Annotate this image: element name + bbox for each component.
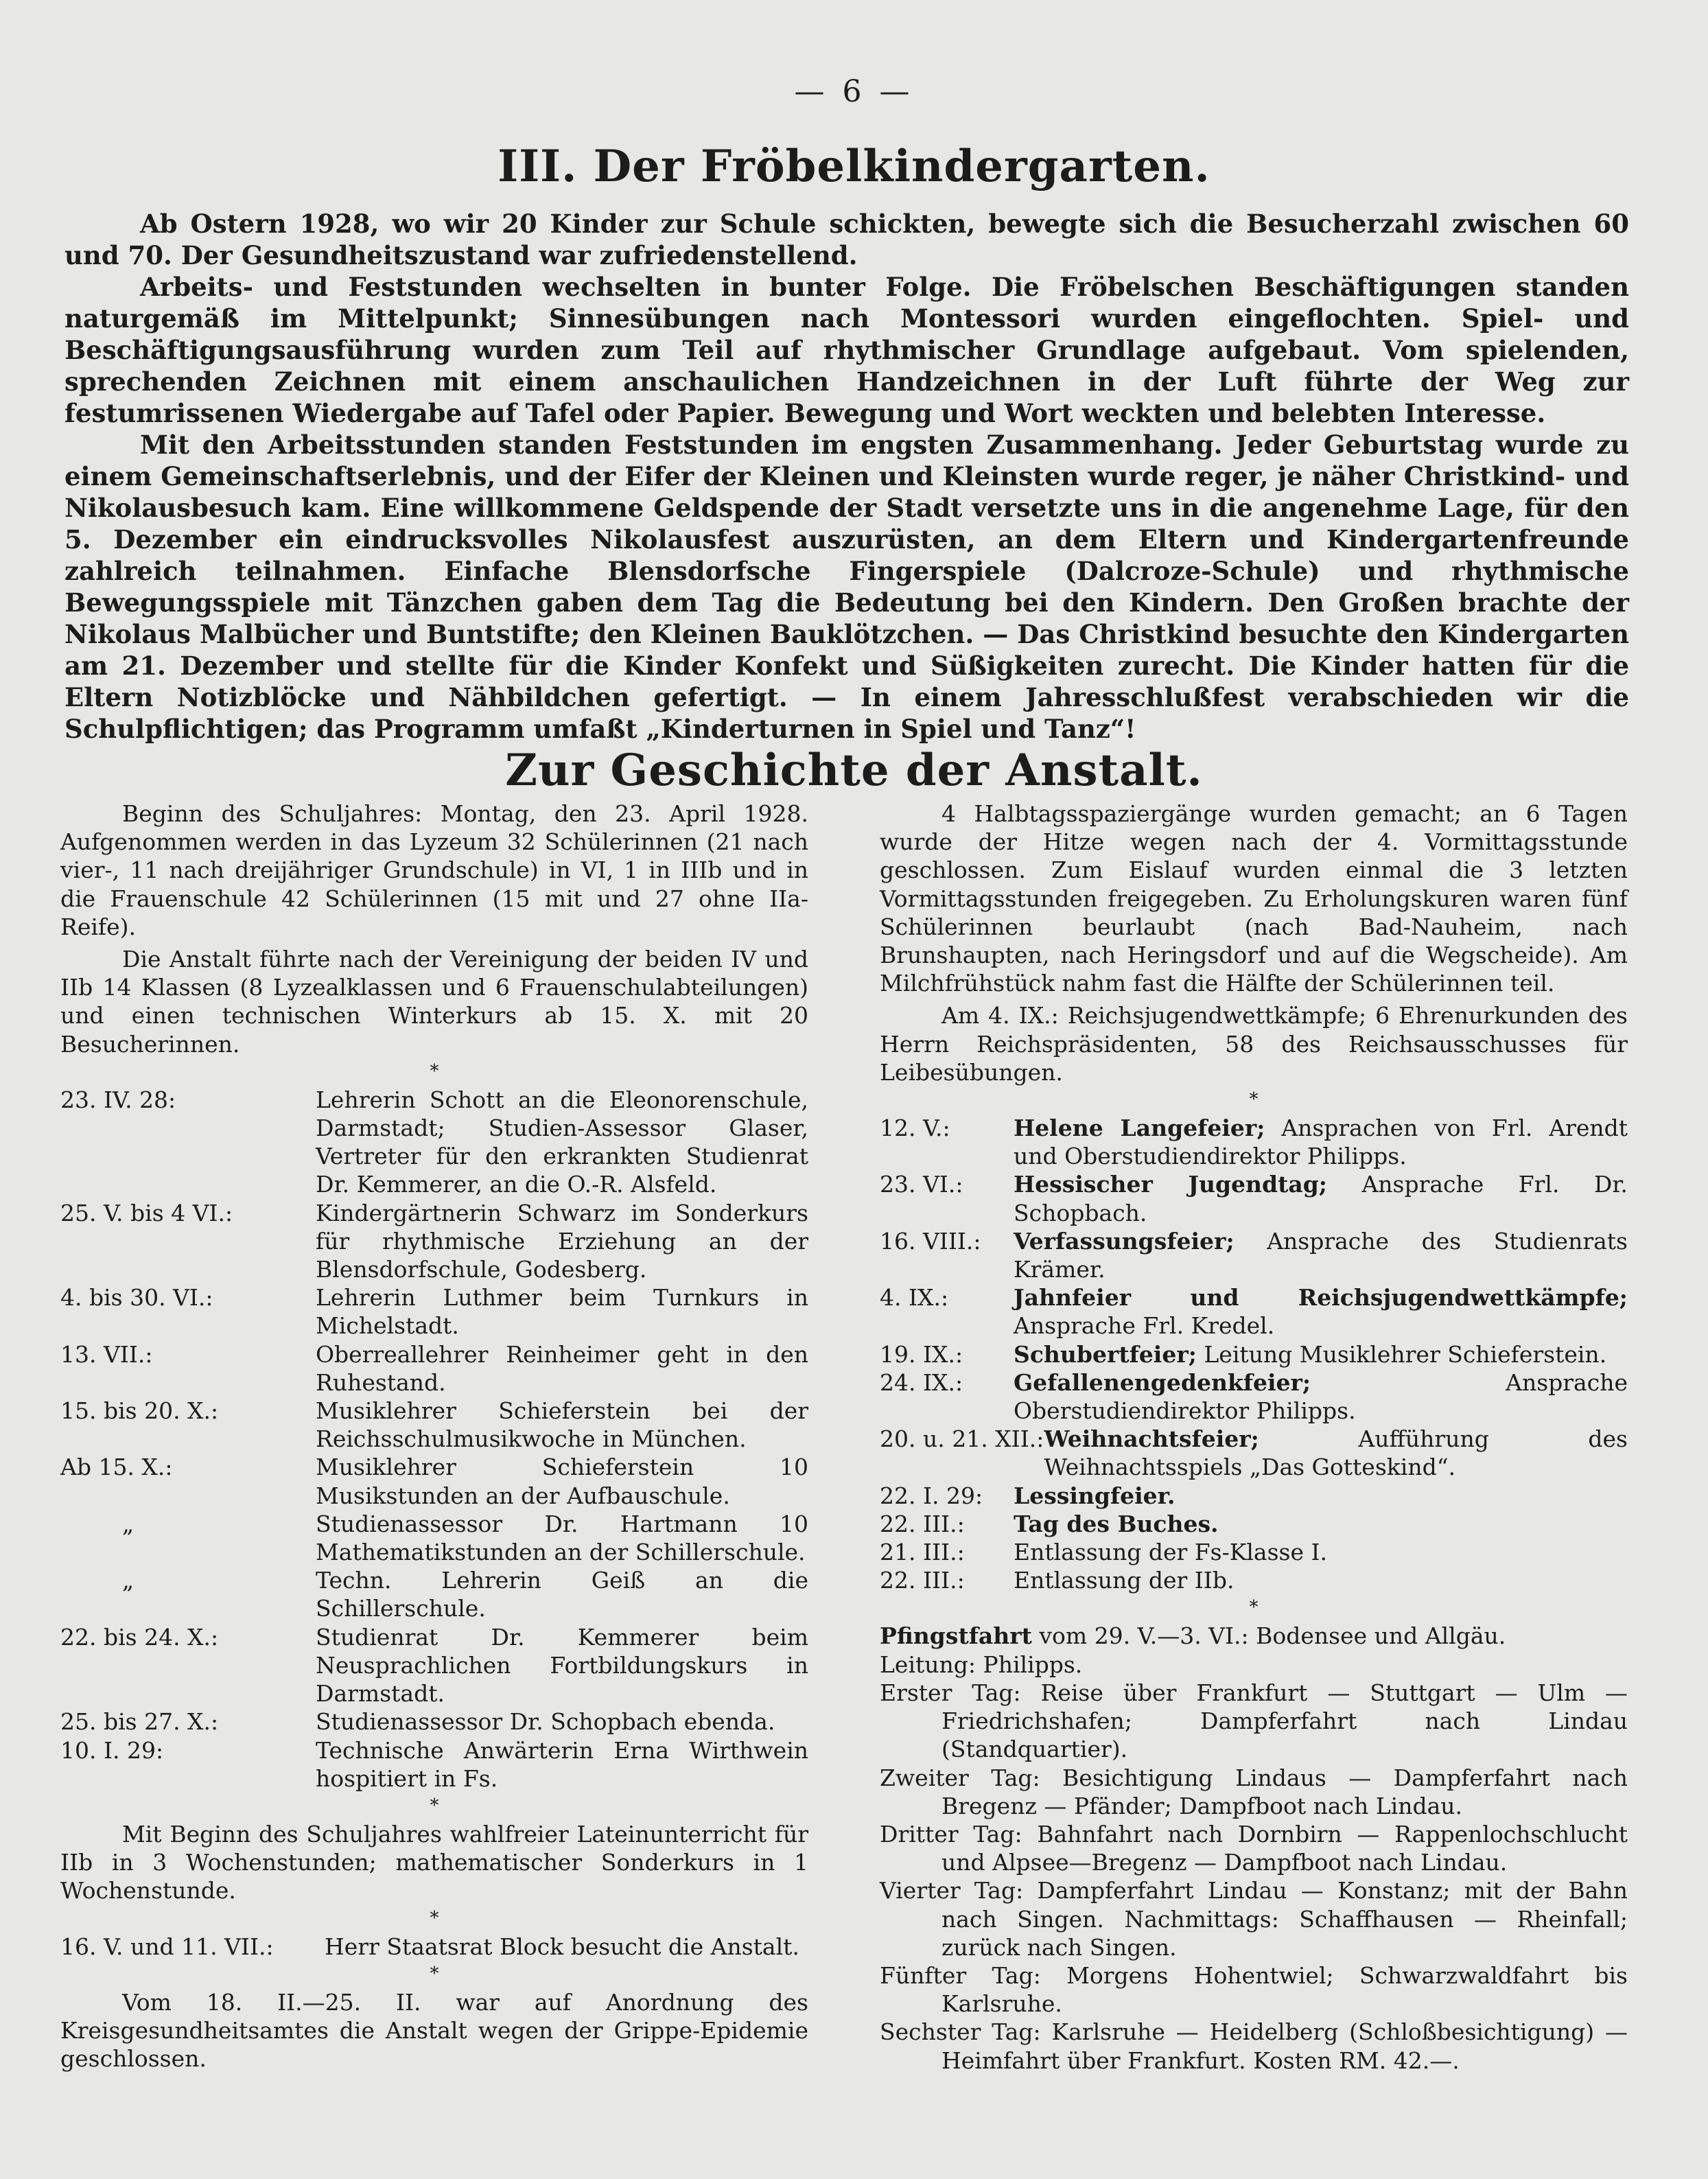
- event-entry: [880, 1170, 1628, 1226]
- trip-title-bold: Pfingstfahrt: [880, 1622, 1032, 1650]
- kindergarten-paragraph: Ab Ostern 1928, wo wir 20 Kinder zur Schule schickten, bewegte sich die Besucherzahl zwischen 60 und 70. Der Gesundheitszustand war zufriedenstellend.: [65, 209, 1629, 270]
- entry-date: 15. bis 20. X.:: [60, 1397, 219, 1425]
- kindergarten-paragraph: Arbeits- und Feststunden wechselten in bunter Folge. Die Fröbelschen Beschäftigungen standen naturgemäß im Mittelpunkt; Sinnesübungen nach Montessori wurden eingeflochten. Spiel- und Beschäftigungsausführung wurden zum Teil auf rhythmischer Grundlage aufgebaut. Vom spielenden, sprechenden Zeichnen mit einem anschaulichen Handzeichnen in der Luft führte der Weg zur festumrissenen Wiedergabe auf Tafel oder Papier. Bewegung und Wort weckten und belebten Interesse.: [65, 272, 1629, 428]
- event-entry: [880, 1538, 1628, 1566]
- entry-text: Studienassessor Dr. Hartmann 10 Mathematikstunden an der Schillerschule.: [316, 1510, 808, 1566]
- trip-title: [880, 1622, 1628, 1650]
- staff-entry: [60, 1086, 808, 1199]
- event-date: 23. VI.:: [880, 1171, 963, 1198]
- history-left-column: [60, 800, 808, 2073]
- page-number: — 6 —: [794, 74, 914, 109]
- trip-day: Vierter Tag: Dampferfahrt Lindau — Konstanz; mit der Bahn nach Singen. Nachmittags: Schaffhausen — Rheinfall; zurück nach Singen.: [880, 1877, 1628, 1961]
- event-name: Helene Langefeier;: [1014, 1115, 1265, 1142]
- trip-day: Zweiter Tag: Besichtigung Lindaus — Dampferfahrt nach Bregenz — Pfänder; Dampfboot nach Lindau.: [880, 1764, 1628, 1819]
- entry-date: 10. I. 29:: [60, 1736, 164, 1764]
- entry-date: 22. bis 24. X.:: [60, 1623, 219, 1651]
- entry-text: Kindergärtnerin Schwarz im Sonderkurs für rhythmische Erziehung an der Blensdorfschule, Godesberg.: [316, 1199, 808, 1283]
- event-date: 20. u. 21. XII.:: [880, 1425, 1044, 1453]
- sports-note: Am 4. IX.: Reichsjugendwettkämpfe; 6 Ehrenurkunden des Herrn Reichspräsidenten, 58 des Reichsausschusses für Leibesübungen.: [880, 1002, 1628, 1086]
- event-detail: Ansprache Oberstudiendirektor Philipps.: [1014, 1368, 1628, 1425]
- staff-entry: [60, 1623, 808, 1708]
- closure-note: Vom 18. II.—25. II. war auf Anordnung des Kreisgesundheitsamtes die Anstalt wegen der Grippe-Epidemie geschlossen.: [60, 1988, 808, 2073]
- event-entry: [880, 1340, 1628, 1368]
- walks-note: 4 Halbtagsspaziergänge wurden gemacht; an 6 Tagen wurde der Hitze wegen nach der 4. Vormittagsstunde geschlossen. Zum Eislauf wurden einmal die 3 letzten Vormittagsstunden freigegeben. Zu Erholungskuren waren fünf Schülerinnen beurlaubt (nach Bad-Nauheim, nach Brunshaupten, nach Heringsdorf und auf die Wegscheide). Am Milchfrühstück nahm fast die Hälfte der Schülerinnen teil.: [880, 800, 1628, 997]
- entry-text: Lehrerin Luthmer beim Turnkurs in Michelstadt.: [316, 1284, 808, 1340]
- entry-text: Studienrat Dr. Kemmerer beim Neusprachlichen Fortbildungskurs in Darmstadt.: [316, 1623, 808, 1708]
- entry-text: Technische Anwärterin Erna Wirthwein hospitiert in Fs.: [316, 1736, 808, 1792]
- entry-date: „: [122, 1567, 134, 1594]
- section-title-history: Zur Geschichte der Anstalt.: [505, 745, 1203, 796]
- event-entry: [880, 1114, 1628, 1170]
- kindergarten-paragraph: Mit den Arbeitsstunden standen Feststunden im engsten Zusammenhang. Jeder Geburtstag wurde zu einem Gemeinschaftserlebnis, und der Eifer der Kleinen und Kleinsten wurde reger, je näher Christkind- und Nikolausbesuch kam. Eine willkommene Geldspende der Stadt versetzte uns in die angenehme Lage, für den 5. Dezember ein eindrucksvolles Nikolausfest auszurüsten, an dem Eltern und Kindergartenfreunde zahlreich teilnahmen. Einfache Blensdorfsche Fingerspiele (Dalcroze-Schule) und rhythmische Bewegungsspiele mit Tänzchen gaben dem Tag die Bedeutung bei den Kindern. Den Großen brachte der Nikolaus Malbücher und Buntstifte; den Kleinen Bauklötzchen. — Das Christkind besuchte den Kindergarten am 21. Dezember und stellte für die Kinder Konfekt und Süßigkeiten zurecht. Die Kinder hatten für die Eltern Notizblöcke und Nähbildchen gefertigt. — In einem Jahresschlußfest verabschieden wir die Schulpflichtigen; das Programm umfaßt „Kinderturnen in Spiel und Tanz“!: [65, 430, 1629, 744]
- trip-leader: Leitung: Philipps.: [880, 1651, 1083, 1678]
- entry-date: 25. V. bis 4 VI.:: [60, 1199, 233, 1226]
- event-detail: Entlassung der IIb.: [1014, 1567, 1235, 1594]
- event-entry: [880, 1283, 1628, 1340]
- separator-star: *: [1249, 1089, 1259, 1110]
- event-name: Verfassungsfeier;: [1014, 1227, 1235, 1255]
- staff-entry: [60, 1566, 808, 1622]
- latin-course-note: Mit Beginn des Schuljahres wahlfreier Lateinunterricht für IIb in 3 Wochenstunden; mathematischer Sonderkurs in 1 Wochenstunde.: [60, 1820, 808, 1904]
- event-detail: Ansprache Frl. Dr. Schopbach.: [1014, 1171, 1628, 1226]
- trip-day: Erster Tag: Reise über Frankfurt — Stuttgart — Ulm — Friedrichshafen; Dampferfahrt nach Lindau (Standquartier).: [880, 1679, 1628, 1763]
- event-date: 22. I. 29:: [880, 1482, 983, 1509]
- event-detail: Aufführung des Weihnachtsspiels „Das Gotteskind“.: [1044, 1425, 1628, 1481]
- event-date: 19. IX.:: [880, 1340, 963, 1368]
- trip-day: Dritter Tag: Bahnfahrt nach Dornbirn — Rappenlochschlucht und Alpsee—Bregenz — Dampfboot nach Lindau.: [880, 1820, 1628, 1876]
- entry-date: Ab 15. X.:: [60, 1454, 173, 1481]
- separator-star: *: [1249, 1597, 1259, 1618]
- section-title-kindergarten: III. Der Fröbelkindergarten.: [498, 141, 1210, 192]
- trip-title-rest: vom 29. V.—3. VI.: Bodensee und Allgäu.: [1031, 1622, 1506, 1650]
- event-entry: [880, 1425, 1628, 1481]
- staff-entry: [60, 1340, 808, 1397]
- entry-date: 4. bis 30. VI.:: [60, 1284, 213, 1312]
- entry-text: Studienassessor Dr. Schopbach ebenda.: [316, 1708, 775, 1736]
- staff-entry: [60, 1397, 808, 1453]
- entry-text: Musiklehrer Schieferstein bei der Reichsschulmusikwoche in München.: [316, 1397, 808, 1453]
- separator-star: *: [430, 1060, 439, 1082]
- event-detail: Ansprachen von Frl. Arendt und Oberstudiendirektor Philipps.: [1014, 1115, 1628, 1170]
- event-date: 24. IX.:: [880, 1368, 963, 1396]
- event-detail: Leitung Musiklehrer Schieferstein.: [1196, 1340, 1607, 1368]
- staff-entry: [60, 1510, 808, 1566]
- staff-entry: [60, 1283, 808, 1340]
- event-entry: [880, 1482, 1628, 1510]
- staff-entry: [60, 1736, 808, 1793]
- event-date: 21. III.:: [880, 1539, 965, 1566]
- event-detail: Entlassung der Fs-Klasse I.: [1014, 1539, 1328, 1566]
- class-structure: Die Anstalt führte nach der Vereinigung der beiden IV und IIb 14 Klassen (8 Lyzealklassen und 6 Frauenschulabteilungen) und einen technischen Winterkurs ab 15. X. mit 20 Besucherinnen.: [60, 946, 808, 1058]
- event-name: Hessischer Jugendtag;: [1014, 1171, 1327, 1198]
- event-entry: [880, 1510, 1628, 1538]
- event-entry: [880, 1368, 1628, 1425]
- school-year-start: Beginn des Schuljahres: Montag, den 23. April 1928. Aufgenommen werden in das Lyzeum 32 Schülerinnen (21 nach vier-, 11 nach dreijähriger Grundschule) in VI, 1 in IIIb und in die Frauenschule 42 Schülerinnen (15 mit und 27 ohne IIa-Reife).: [60, 800, 808, 940]
- event-name: Schubertfeier;: [1014, 1340, 1197, 1368]
- entry-date: 25. bis 27. X.:: [60, 1708, 219, 1736]
- entry-text: Lehrerin Schott an die Eleonorenschule, Darmstadt; Studien-Assessor Glaser, Vertreter für den erkrankten Studienrat Dr. Kemmerer, an die O.-R. Alsfeld.: [316, 1086, 808, 1198]
- entry-text: Herr Staatsrat Block besucht die Anstalt.: [325, 1933, 799, 1960]
- staff-entry: [60, 1453, 808, 1509]
- event-date: 16. VIII.:: [880, 1227, 981, 1255]
- event-name: Lessingfeier.: [1014, 1482, 1175, 1509]
- kindergarten-text: [65, 208, 1629, 745]
- event-name: Jahnfeier und Reichsjugendwettkämpfe;: [1014, 1284, 1628, 1312]
- visit-entry: [60, 1933, 808, 1961]
- event-date: 22. III.:: [880, 1510, 965, 1537]
- separator-star: *: [430, 1907, 439, 1929]
- entry-text: Musiklehrer Schieferstein 10 Musikstunden an der Aufbauschule.: [316, 1454, 808, 1509]
- event-date: 22. III.:: [880, 1567, 965, 1594]
- staff-entry: [60, 1199, 808, 1284]
- entry-date: 13. VII.:: [60, 1340, 153, 1368]
- separator-star: *: [430, 1795, 439, 1816]
- event-date: 4. IX.:: [880, 1284, 949, 1312]
- event-detail: Ansprache Frl. Kredel.: [1014, 1312, 1275, 1340]
- event-detail: Ansprache des Studienrats Krämer.: [1014, 1227, 1628, 1283]
- staff-entry: [60, 1708, 808, 1736]
- event-name: Tag des Buches.: [1014, 1510, 1219, 1537]
- entry-text: Oberreallehrer Reinheimer geht in den Ruhestand.: [316, 1340, 808, 1396]
- event-entry: [880, 1566, 1628, 1594]
- event-entry: [880, 1227, 1628, 1283]
- entry-date: „: [122, 1510, 134, 1537]
- event-date: 12. V.:: [880, 1115, 950, 1142]
- history-right-column: [880, 800, 1628, 2075]
- entry-date: 16. V. und 11. VII.:: [60, 1933, 274, 1960]
- trip-day: Fünfter Tag: Morgens Hohentwiel; Schwarzwaldfahrt bis Karlsruhe.: [880, 1961, 1628, 2018]
- separator-star: *: [430, 1963, 439, 1984]
- entry-date: 23. IV. 28:: [60, 1086, 176, 1113]
- event-name: Weihnachtsfeier;: [1044, 1425, 1259, 1453]
- trip-day: Sechster Tag: Karlsruhe — Heidelberg (Schloßbesichtigung) — Heimfahrt über Frankfurt. Kosten RM. 42.—.: [880, 2018, 1628, 2074]
- event-name: Gefallenengedenkfeier;: [1014, 1368, 1311, 1396]
- entry-text: Techn. Lehrerin Geiß an die Schillerschule.: [316, 1567, 808, 1622]
